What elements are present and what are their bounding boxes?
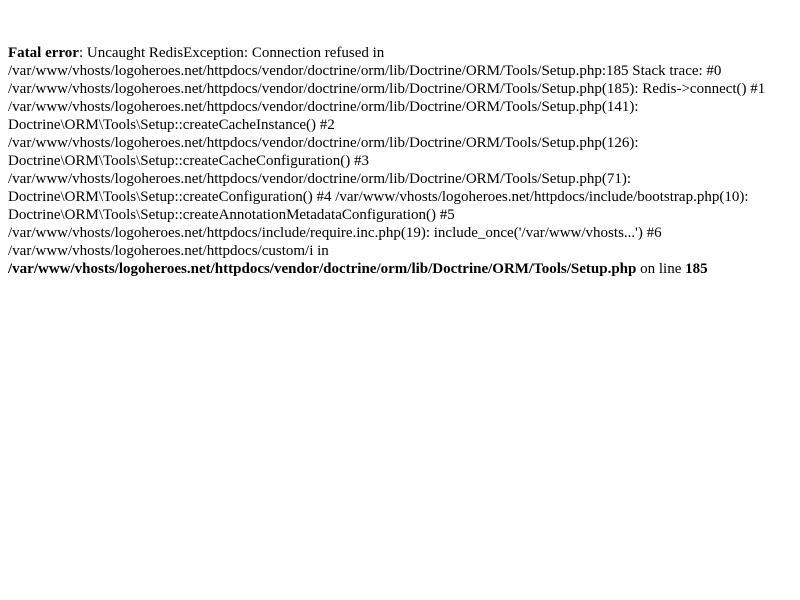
error-type-label: Fatal error (8, 45, 79, 61)
php-fatal-error-message (8, 26, 792, 278)
error-file-path: /var/www/vhosts/logoheroes.net/httpdocs/vendor/doctrine/orm/lib/Doctrine/ORM/Tools/Setup.php (8, 261, 637, 277)
error-message-text: Uncaught RedisException: Connection refused in /var/www/vhosts/logoheroes.net/httpdocs/vendor/doctrine/orm/lib/Doctrine/ORM/Tools/Setup.php:185 Stack trace: #0 /var/www/vhosts/logoheroes.net/httpdocs/vendor/doctrine/orm/lib/Doctrine/ORM/Tools/Setup.php(185): Redis->connect() #1 /var/www/vhosts/logoheroes.net/httpdocs/vendor/doctrine/orm/lib/Doctrine/ORM/Tools/Setup.php(141): Doctrine\ORM\Tools\Setup::createCacheInstance() #2 /var/www/vhosts/logoheroes.net/httpdocs/vendor/doctrine/orm/lib/Doctrine/ORM/Tools/Setup.php(126): Doctrine\ORM\Tools\Setup::createCacheConfiguration() #3 /var/www/vhosts/logoheroes.net/httpdocs/vendor/doctrine/orm/lib/Doctrine/ORM/Tools/Setup.php(71): Doctrine\ORM\Tools\Setup::createConfiguration() #4 /var/www/vhosts/logoheroes.net/httpdocs/include/bootstrap.php(10): Doctrine\ORM\Tools\Setup::createAnnotationMetadataConfiguration() #5 /var/www/vhosts/logoheroes.net/httpdocs/include/require.inc.php(19): include_once('/var/www/vhosts...') #6 /var/www/vhosts/logoheroes.net/httpdocs/custom/i in (8, 45, 766, 259)
error-label-separator: : (78, 45, 87, 61)
error-line-number: 185 (685, 261, 708, 277)
on-line-text: on line (636, 261, 686, 277)
